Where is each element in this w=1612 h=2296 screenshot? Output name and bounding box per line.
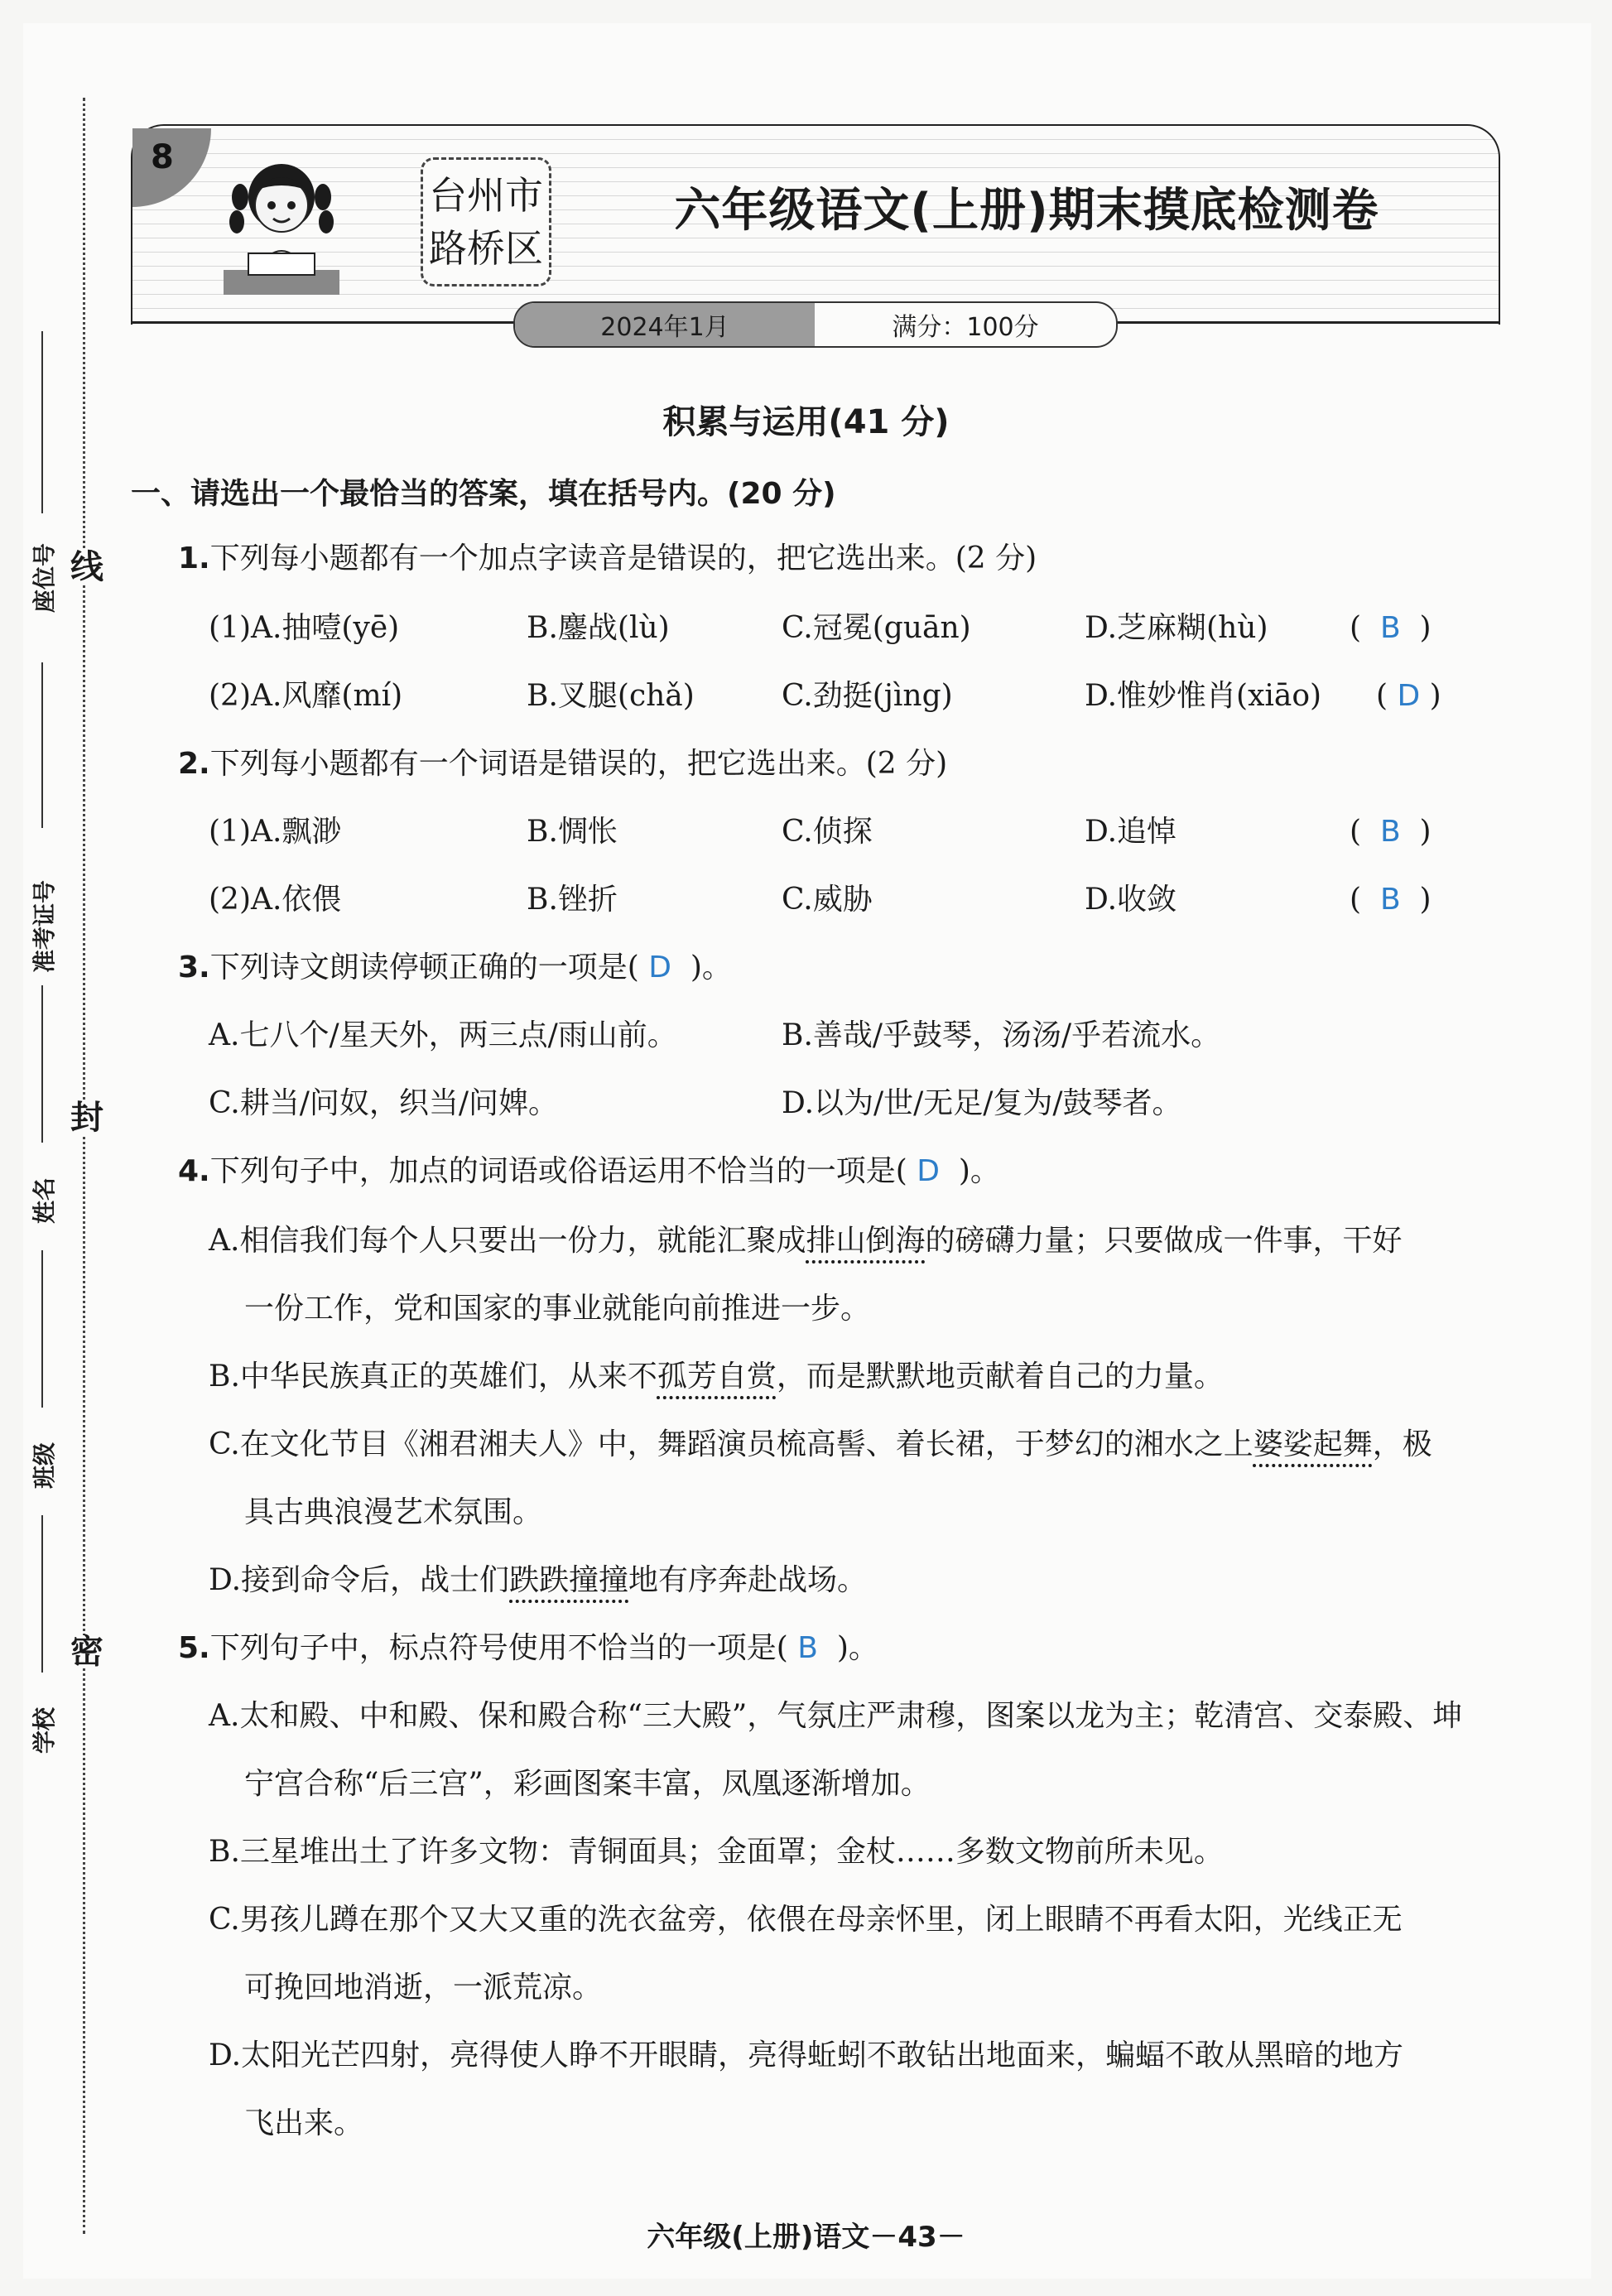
exam-no-label: 准考证号	[31, 879, 58, 973]
q4-b-text-end: ，而是默默地贡献着自己的力量。	[776, 1360, 1224, 1393]
q5-option-b: B.三星堆出土了许多文物：青铜面具；金面罩；金杖……多数文物前所未见。	[209, 1835, 1224, 1869]
q2-r2-answer-box[interactable]: ( B )	[1350, 883, 1432, 917]
q4-d-text-end: 地有序奔赴战场。	[628, 1563, 868, 1597]
q2-r1-option-d: D.追悼	[1085, 815, 1177, 849]
q5-option-c: C.男孩儿蹲在那个又大又重的洗衣盆旁，依偎在母亲怀里，闭上眼睛不再看太阳，光线正无	[209, 1903, 1403, 1937]
exam-title: 六年级语文(上册)期末摸底检测卷	[674, 184, 1379, 238]
q4-option-d	[209, 1562, 867, 1600]
q4-b-dotted-phrase: 孤芳自赏	[657, 1360, 777, 1393]
q1-stem	[178, 540, 1037, 578]
margin-word-feng: 封	[70, 1098, 103, 1137]
q2-r1-option-c: C.侦探	[782, 815, 873, 849]
q4-number: 4.	[178, 1154, 210, 1188]
q4-d-dotted-phrase: 跌跌撞撞	[509, 1563, 629, 1597]
q2-r2-answer: B	[1379, 883, 1401, 917]
q4-option-a	[209, 1222, 1402, 1260]
q2-text: 下列每小题都有一个词语是错误的，把它选出来。(2 分)	[209, 747, 948, 781]
q4-option-a-line2: 一份工作，党和国家的事业就能向前推进一步。	[244, 1292, 871, 1326]
margin-word-mi: 密	[70, 1632, 103, 1671]
exam-date: 2024年1月	[515, 303, 815, 346]
q4-c-text-end: ，极	[1372, 1427, 1432, 1461]
q2-r2-option-b: B.锉折	[527, 883, 618, 917]
q4-c-dotted-phrase: 婆娑起舞	[1253, 1427, 1373, 1461]
class-label: 班级	[31, 1442, 58, 1490]
q1-r2-option-c: C.劲挺(jìng)	[782, 679, 953, 713]
q4-a-text-end: 的磅礴力量；只要做成一件事，干好	[925, 1224, 1403, 1258]
q5-option-d-line2: 飞出来。	[244, 2106, 364, 2140]
paper-number: 8	[151, 138, 174, 176]
q2-r1-answer-box[interactable]: ( B )	[1350, 815, 1432, 849]
q5-option-a: A.太和殿、中和殿、保和殿合称“三大殿”，气氛庄严肃穆，图案以龙为主；乾清宫、交泰殿、坤	[209, 1699, 1463, 1733]
q5-answer[interactable]: B	[797, 1631, 818, 1665]
q2-r1-option-b: B.惆怅	[527, 815, 618, 849]
q5-text: 下列句子中，标点符号使用不恰当的一项是(	[209, 1631, 788, 1665]
q5-text-end: )。	[836, 1631, 878, 1665]
q3-number: 3.	[178, 951, 210, 984]
margin-word-xian: 线	[70, 547, 103, 586]
region-stamp	[421, 157, 551, 286]
q4-b-text: B.中华民族真正的英雄们，从来不	[209, 1360, 657, 1393]
q3-answer[interactable]: D	[648, 951, 671, 984]
q2-r2-option-c: C.威胁	[782, 883, 873, 917]
q4-a-dotted-phrase: 排山倒海	[806, 1224, 926, 1258]
section-title: 积累与运用(41 分)	[662, 403, 950, 441]
q3-stem	[178, 949, 732, 987]
region-district: 路桥区	[429, 226, 543, 271]
q5-option-d: D.太阳光芒四射，亮得使人睁不开眼睛，亮得蚯蚓不敢钻出地面来，蝙蝠不敢从黑暗的地方	[209, 2038, 1404, 2072]
q4-a-text: A.相信我们每个人只要出一份力，就能汇聚成	[209, 1224, 806, 1258]
q4-option-c	[209, 1426, 1432, 1464]
q4-c-text: C.在文化节目《湘君湘夫人》中，舞蹈演员梳高髻、着长裙，于梦幻的湘水之上	[209, 1427, 1254, 1461]
q5-option-c-line2: 可挽回地消逝，一派荒凉。	[244, 1971, 603, 2005]
q4-answer[interactable]: D	[917, 1154, 940, 1188]
q2-r2-option-a: (2)A.依偎	[209, 883, 342, 917]
q1-r2-option-b: B.叉腿(chǎ)	[527, 679, 695, 713]
q2-r1-answer: B	[1379, 815, 1401, 849]
q1-r2-answer: D	[1397, 679, 1421, 713]
q2-r2-option-d: D.收敛	[1085, 883, 1177, 917]
q1-r1-answer: B	[1379, 611, 1401, 645]
q2-number: 2.	[178, 747, 210, 781]
region-city: 台州市	[429, 173, 543, 218]
girl-illustration	[215, 147, 348, 296]
q1-r1-option-a: (1)A.抽噎(yē)	[209, 611, 400, 645]
q1-r1-answer-box[interactable]: ( B )	[1350, 611, 1432, 645]
seat-label: 座位号	[31, 542, 58, 613]
full-score: 满分：100分	[892, 313, 1039, 342]
q1-r2-answer-box[interactable]: ( D )	[1376, 679, 1441, 713]
q3-option-c: C.耕当/问奴，织当/问婢。	[209, 1086, 558, 1120]
q4-text: 下列句子中，加点的词语或俗语运用不恰当的一项是(	[209, 1154, 907, 1188]
q1-number: 1.	[178, 542, 210, 575]
exam-info-pill	[513, 301, 1118, 348]
q5-number: 5.	[178, 1631, 210, 1665]
q4-stem	[178, 1153, 1000, 1191]
paper-sheet	[23, 23, 1591, 2279]
q2-r1-option-a: (1)A.飘渺	[209, 815, 342, 849]
q4-text-end: )。	[958, 1154, 1000, 1188]
q1-r2-option-a: (2)A.风靡(mí)	[209, 679, 403, 713]
q3-option-b: B.善哉/乎鼓琴，汤汤/乎若流水。	[782, 1018, 1221, 1052]
q1-r1-option-c: C.冠冕(guān)	[782, 611, 971, 645]
q5-stem	[178, 1629, 878, 1668]
q1-text: 下列每小题都有一个加点字读音是错误的，把它选出来。(2 分)	[209, 542, 1037, 575]
q4-d-text: D.接到命令后，战士们	[209, 1563, 510, 1597]
q1-r1-option-b: B.鏖战(lù)	[527, 611, 670, 645]
q3-text: 下列诗文朗读停顿正确的一项是(	[209, 951, 639, 984]
q4-option-c-line2: 具古典浪漫艺术氛围。	[244, 1495, 543, 1529]
q3-text-end: )。	[690, 951, 732, 984]
q1-r1-option-d: D.芝麻糊(hù)	[1085, 611, 1268, 645]
q3-option-a: A.七八个/星天外，两三点/雨山前。	[209, 1018, 677, 1052]
q5-option-a-line2: 宁宫合称“后三宫”，彩画图案丰富，凤凰逐渐增加。	[244, 1767, 931, 1801]
q4-option-b	[209, 1358, 1224, 1396]
school-label: 学校	[31, 1707, 58, 1754]
q1-r2-option-d: D.惟妙惟肖(xiāo)	[1085, 679, 1322, 713]
part-one-heading: 一、请选出一个最恰当的答案，填在括号内。(20 分)	[131, 477, 836, 511]
q3-option-d: D.以为/世/无足/复为/鼓琴者。	[782, 1086, 1182, 1120]
page-footer: 六年级(上册)语文－43－	[647, 2221, 965, 2254]
q2-stem	[178, 745, 947, 783]
name-label: 姓名	[31, 1177, 58, 1225]
